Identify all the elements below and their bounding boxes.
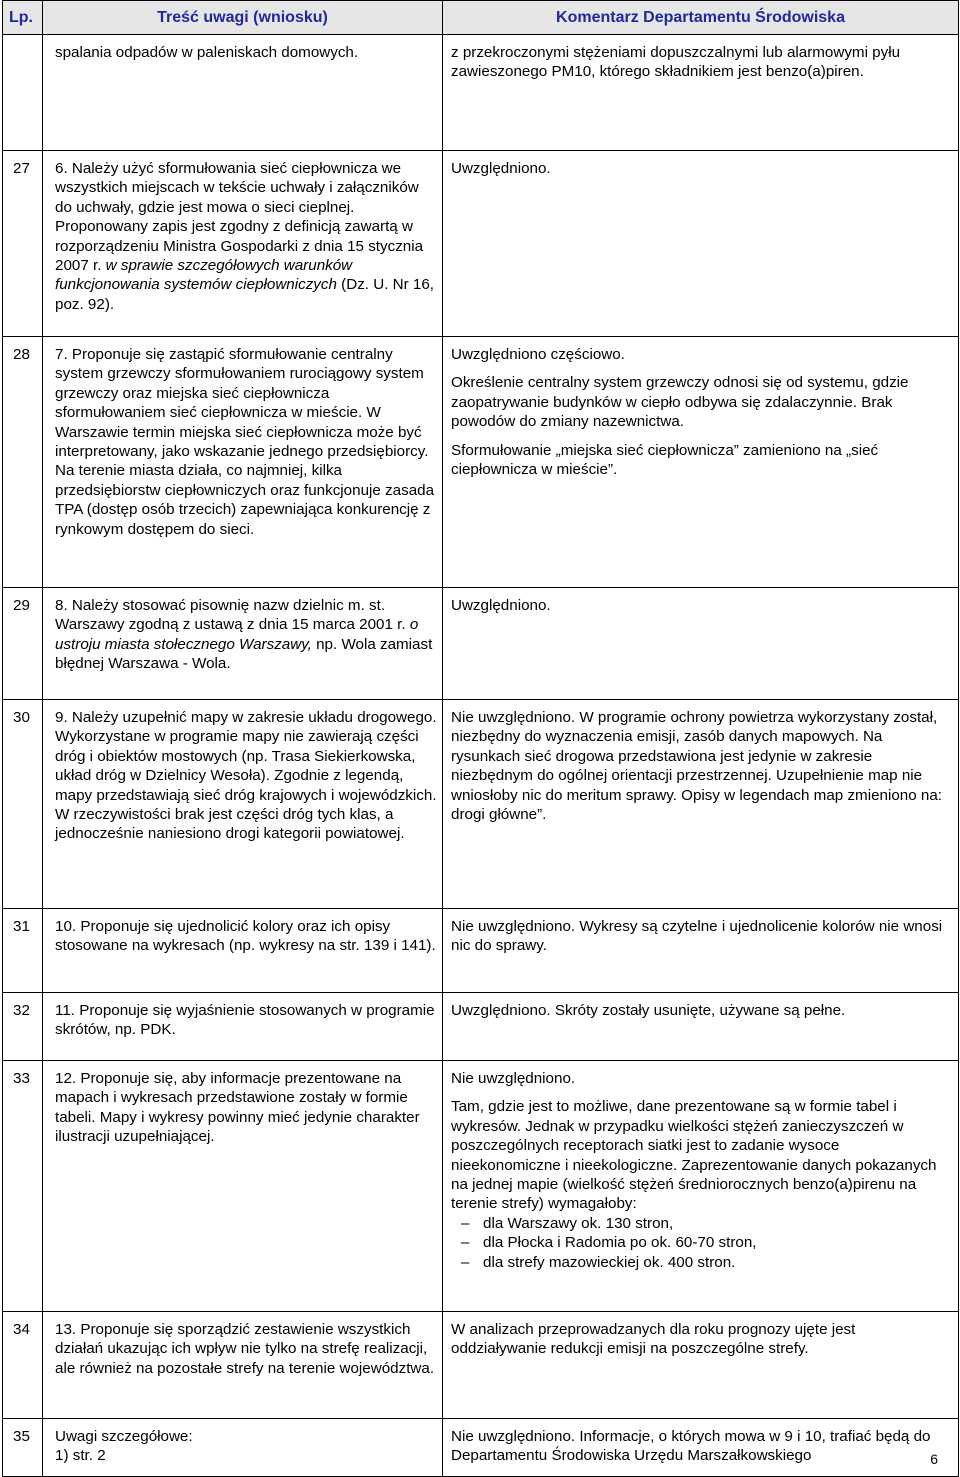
komentarz-paragraph: Określenie centralny system grzewczy odnosi się od systemu, gdzie zaopatrywanie budynków w ciepło odbywa się zdalaczynnie. Brak powodów do zmiany nazewnictwa. xyxy=(451,374,909,431)
komentarz-paragraph: Tam, gdzie jest to możliwe, dane prezentowane są w formie tabel i wykresów. Jednak w przypadku wielkości stężeń zanieczyszczeń w poszczególnych receptorach siatki jest to zadanie wysoce nieekonomiczne i nieekologiczne. Zaprezentowanie danych pokazanych na jednej mapie (wielkość stężeń średniorocznych benzo(a)pirenu na terenie strefy) wymagałoby: xyxy=(451,1098,937,1213)
list-item: – dla strefy mazowieckiej ok. 400 stron. xyxy=(461,1253,952,1272)
komentarz-status: Nie uwzględniono. xyxy=(451,1070,576,1087)
uwaga-line: Uwagi szczegółowe: xyxy=(55,1428,193,1445)
row-number: 34 xyxy=(3,1312,43,1419)
uwaga-tail: np. Wola zamiast błędnej Warszawa - Wola. xyxy=(55,635,433,673)
row-uwaga: 7. Proponuje się zastąpić sformułowanie centralny system grzewczy sformułowaniem rurociągowy system grzewczy oraz miejska sieć ciepłownicza sformułowaniem sieć ciepłownicza w mieście. W Warszawie termin miejska sieć ciepłownicza może być interpretowany, jako wskazanie jednego przedsiębiorcy. Na terenie miasta działa, co najmniej, kilka przedsiębiorstw ciepłowniczych oraz funkcjonuje zasada TPA (dostęp osób trzecich) zapewniająca konkurencję z rynkowym dostępem do sieci. xyxy=(43,337,443,588)
comments-table xyxy=(2,0,959,1477)
row-komentarz: Uwzględniono. xyxy=(443,588,959,700)
komentarz-paragraph: Sformułowanie „miejska sieć ciepłownicza” zamieniono na „sieć ciepłownicza w mieście”. xyxy=(451,441,879,479)
row-number: 27 xyxy=(3,151,43,337)
row-uwaga: spalania odpadów w paleniskach domowych. xyxy=(43,35,443,151)
row-uwaga: 10. Proponuje się ujednolicić kolory oraz ich opisy stosowane na wykresach (np. wykresy na str. 139 i 141). xyxy=(43,909,443,993)
row-number: 31 xyxy=(3,909,43,993)
row-uwaga xyxy=(43,588,443,700)
row-komentarz: Nie uwzględniono. Wykresy są czytelne i ujednolicenie kolorów nie wnosi nic do sprawy. xyxy=(443,909,959,993)
row-komentarz: z przekroczonymi stężeniami dopuszczalnymi lub alarmowymi pyłu zawieszonego PM10, którego składnikiem jest benzo(a)piren. xyxy=(443,35,959,151)
list-item: – dla Płocka i Radomia po ok. 60-70 stron, xyxy=(461,1233,952,1252)
table-row xyxy=(3,909,959,993)
row-uwaga: 12. Proponuje się, aby informacje prezentowane na mapach i wykresach przedstawione zostały w formie tabeli. Mapy i wykresy powinny mieć jedynie charakter ilustracji uzupełniającej. xyxy=(43,1061,443,1312)
page-number: 6 xyxy=(930,1451,938,1467)
row-uwaga: 13. Proponuje się sporządzić zestawienie wszystkich działań ukazując ich wpływ nie tylko na strefę realizacji, ale również na pozostałe strefy na terenie województwa. xyxy=(43,1312,443,1419)
uwaga-tail: (Dz. U. Nr 16, poz. 92). xyxy=(55,276,434,313)
row-uwaga: 11. Proponuje się wyjaśnienie stosowanych w programie skrótów, np. PDK. xyxy=(43,993,443,1061)
row-komentarz xyxy=(443,337,959,588)
table-row xyxy=(3,993,959,1061)
komentarz-status: Uwzględniono częściowo. xyxy=(451,346,625,363)
table-row xyxy=(3,35,959,151)
row-uwaga: 9. Należy uzupełnić mapy w zakresie układu drogowego. Wykorzystane w programie mapy nie zawierają części dróg i obiektów mostowych (np. Trasa Siekierkowska, układ dróg w Dzielnicy Wesoła). Zgodnie z legendą, mapy przedstawiają sieć dróg krajowych i wojewódzkich. W rzeczywistości brak jest części dróg tych klas, a jednocześnie naniesiono drogi kategorii powiatowej. xyxy=(43,700,443,909)
uwaga-line: 1) str. 2 xyxy=(55,1447,106,1465)
row-number xyxy=(3,35,43,151)
header-lp: Lp. xyxy=(3,1,43,35)
row-komentarz xyxy=(443,1061,959,1312)
uwaga-text: 8. Należy stosować pisownię nazw dzielnic m. st. Warszawy zgodną z ustawą z dnia 15 marca 2001 r. xyxy=(55,597,410,634)
uwaga-text: 6. Należy użyć sformułowania sieć ciepłownicza we wszystkich miejscach w tekście uchwały i załączników do uchwały, gdzie jest mowa o sieci cieplnej. Proponowany zapis jest zgodny z definicją zawartą w rozporządzeniu Ministra Gospodarki z dnia 15 stycznia 2007 r. xyxy=(55,160,424,275)
komentarz-list xyxy=(451,1214,952,1272)
uwaga-italic: o ustroju miasta stołecznego Warszawy, xyxy=(55,616,419,653)
header-uwaga: Treść uwagi (wniosku) xyxy=(43,1,443,35)
table-row xyxy=(3,1061,959,1312)
table-header-row xyxy=(3,1,959,35)
list-item: – dla Warszawy ok. 130 stron, xyxy=(461,1214,952,1233)
table-row xyxy=(3,151,959,337)
uwaga-italic: w sprawie szczegółowych warunków funkcjonowania systemów ciepłowniczych xyxy=(55,257,353,294)
row-komentarz: Uwzględniono. Skróty zostały usunięte, używane są pełne. xyxy=(443,993,959,1061)
header-komentarz: Komentarz Departamentu Środowiska xyxy=(443,1,959,35)
row-number: 28 xyxy=(3,337,43,588)
row-number: 33 xyxy=(3,1061,43,1312)
table-row xyxy=(3,337,959,588)
table-row xyxy=(3,588,959,700)
table-row xyxy=(3,1312,959,1419)
row-komentarz: Nie uwzględniono. W programie ochrony powietrza wykorzystany został, niezbędny do wyznaczenia emisji, zasób danych mapowych. Na rysunkach sieć drogowa przedstawiona jest jedynie w zakresie niezbędnym do ogólnej orientacji przestrzennej. Uzupełnienie map nie wniosłoby nic do meritum sprawy. Opisy w legendach map zmieniono na: drogi główne”. xyxy=(443,700,959,909)
row-komentarz: Nie uwzględniono. Informacje, o których mowa w 9 i 10, trafiać będą do Departamentu Środowiska Urzędu Marszałkowskiego xyxy=(443,1419,959,1477)
row-komentarz: Uwzględniono. xyxy=(443,151,959,337)
row-number: 29 xyxy=(3,588,43,700)
row-number: 30 xyxy=(3,700,43,909)
row-number: 35 xyxy=(3,1419,43,1477)
table-row xyxy=(3,700,959,909)
row-komentarz: W analizach przeprowadzanych dla roku prognozy ujęte jest oddziaływanie redukcji emisji na poszczególne strefy. xyxy=(443,1312,959,1419)
row-uwaga xyxy=(43,151,443,337)
row-number: 32 xyxy=(3,993,43,1061)
